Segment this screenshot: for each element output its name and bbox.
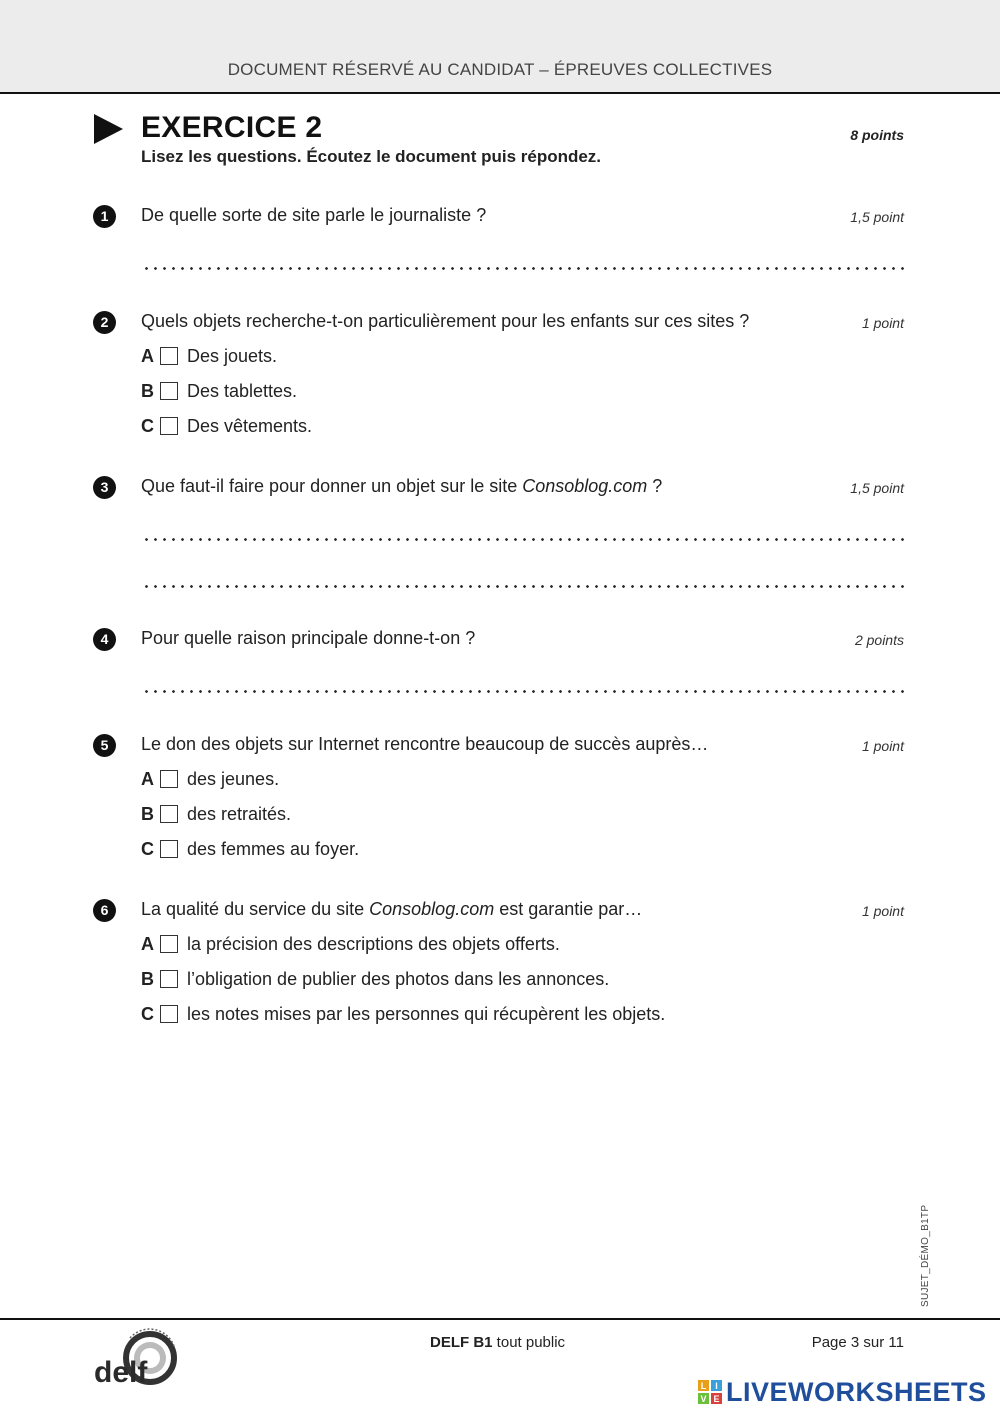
option-letter: A [141,768,154,789]
option-text: des jeunes. [187,768,280,789]
question-text [141,476,662,497]
option-checkbox[interactable] [160,417,178,435]
answer-line[interactable] [142,267,904,270]
document-code: SUJET_DÉMO_B1TP [920,1204,931,1307]
option-checkbox[interactable] [160,1005,178,1023]
badge-letter: V [700,1394,707,1404]
exam-level: DELF B1 [430,1334,493,1351]
question-text-part: ? [647,476,663,496]
question-text: De quelle sorte de site parle le journaliste ? [141,205,487,225]
question-number: 5 [93,734,116,757]
answer-line[interactable] [142,538,904,541]
option-checkbox[interactable] [160,970,178,988]
option-checkbox[interactable] [160,347,178,365]
liveworksheets-watermark [698,1377,987,1407]
exercise-title: EXERCICE 2 [141,111,323,144]
question-number: 2 [93,311,116,334]
option-letter: B [141,380,154,401]
liveworksheets-text: LIVEWORKSHEETS [726,1376,987,1407]
question-points: 1,5 point [850,480,904,496]
option-letter: A [141,933,154,954]
document-header: DOCUMENT RÉSERVÉ AU CANDIDAT – ÉPREUVES COLLECTIVES [227,60,773,79]
exam-label [430,1334,565,1351]
exam-audience: tout public [492,1334,566,1351]
option-text: les notes mises par les personnes qui récupèrent les objets. [187,1003,666,1024]
badge-letter: L [700,1381,707,1391]
option-checkbox[interactable] [160,805,178,823]
delf-logo-icon [94,1326,184,1392]
liveworksheets-badge-icon [698,1380,722,1404]
option-row [141,967,609,991]
badge-letter: E [713,1394,720,1404]
exercise-points: 8 points [850,127,904,143]
question-number: 4 [93,628,116,651]
question-text [141,899,642,920]
question-points: 2 points [854,632,904,648]
question-text: Quels objets recherche-t-on particulièrement pour les enfants sur ces sites ? [141,311,750,331]
question-points: 1,5 point [850,209,904,225]
option-row [141,414,312,438]
question-points: 1 point [861,315,904,331]
answer-line[interactable] [142,585,904,588]
option-text: Des vêtements. [187,415,313,436]
option-checkbox[interactable] [160,770,178,788]
option-row [141,767,279,791]
play-arrow-icon [94,114,123,144]
question-number: 3 [93,476,116,499]
option-checkbox[interactable] [160,840,178,858]
site-name: Consoblog.com [369,899,495,919]
option-checkbox[interactable] [160,935,178,953]
question-points: 1 point [861,903,904,919]
option-row [141,802,291,826]
option-text: des retraités. [187,803,292,824]
question-text: Le don des objets sur Internet rencontre beaucoup de succès auprès… [141,734,709,754]
option-row [141,379,297,403]
exercise-instructions: Lisez les questions. Écoutez le document puis répondez. [141,147,602,166]
option-text: l’obligation de publier des photos dans les annonces. [187,968,610,989]
question-text-part: est garantie par… [494,899,643,919]
option-text: Des tablettes. [187,380,298,401]
option-row [141,1002,665,1026]
page-number: Page 3 sur 11 [811,1334,904,1351]
site-name: Consoblog.com [522,476,648,496]
option-text: des femmes au foyer. [187,838,360,859]
badge-letter: I [715,1381,718,1391]
logo-text: delf [94,1356,148,1389]
footer-rule [0,1318,1000,1320]
question-number: 1 [93,205,116,228]
answer-line[interactable] [142,690,904,693]
option-letter: C [141,1003,154,1024]
option-row [141,837,359,861]
option-letter: C [141,838,154,859]
option-checkbox[interactable] [160,382,178,400]
option-letter: B [141,803,154,824]
option-letter: B [141,968,154,989]
question-text-part: La qualité du service du site [141,899,370,919]
question-points: 1 point [861,738,904,754]
option-letter: C [141,415,154,436]
option-row [141,932,560,956]
option-letter: A [141,345,154,366]
option-row [141,344,277,368]
question-text: Pour quelle raison principale donne-t-on ? [141,628,476,648]
option-text: Des jouets. [187,345,278,366]
question-number: 6 [93,899,116,922]
question-text-part: Que faut-il faire pour donner un objet sur le site [141,476,523,496]
option-text: la précision des descriptions des objets offerts. [187,933,560,954]
